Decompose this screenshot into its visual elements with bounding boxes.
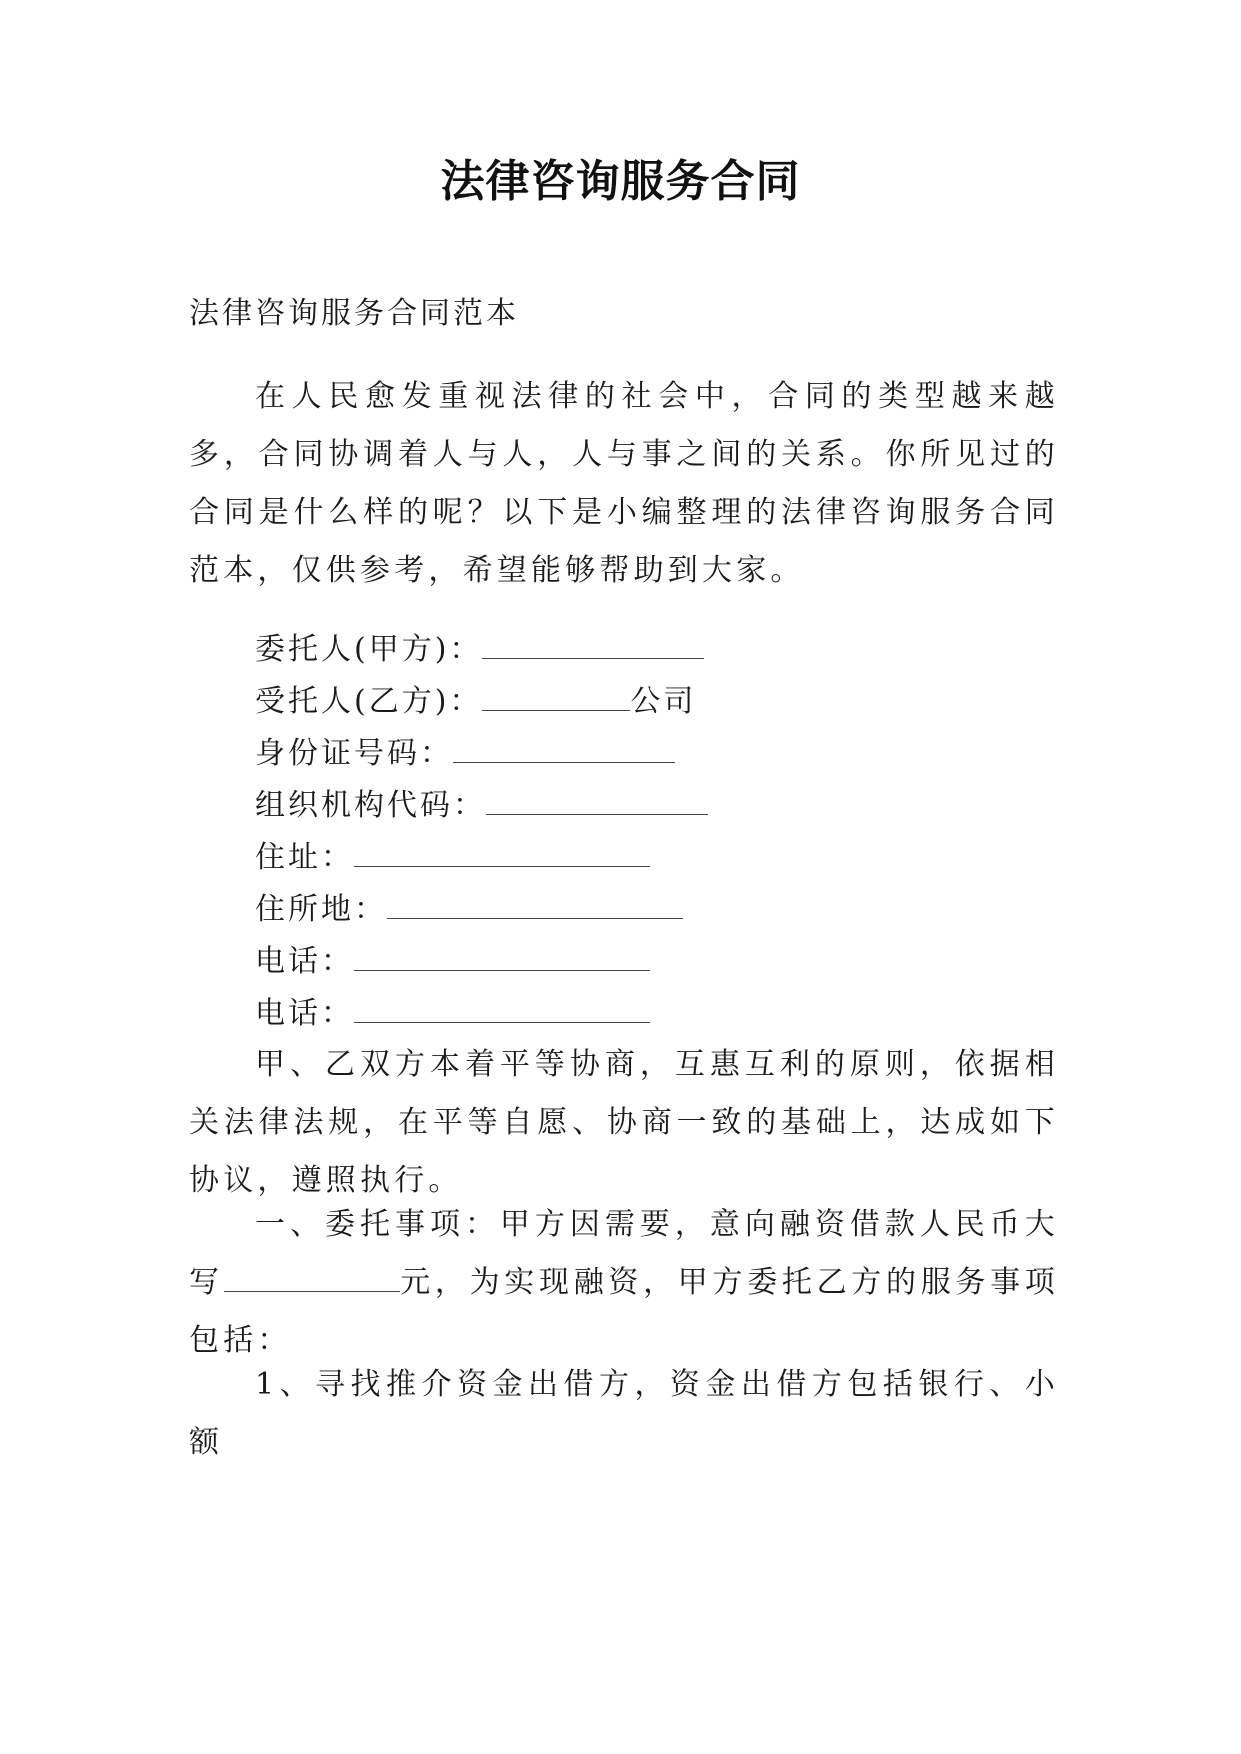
document-title: 法律咨询服务合同 <box>440 156 801 207</box>
field-label: 身份证号码： <box>255 736 453 771</box>
field-phone-1 <box>255 942 650 982</box>
blank-line <box>354 996 650 1023</box>
document-subtitle: 法律咨询服务合同范本 <box>189 296 519 331</box>
clause-1-text-b: 元，为实现融资，甲方委托乙方的服务事项包括： <box>189 1265 1059 1358</box>
blank-line <box>354 944 650 971</box>
agreement-paragraph: 甲、乙双方本着平等协商，互惠互利的原则，依据相关法律法规，在平等自愿、协商一致的基础上，达成如下协议，遵照执行。 <box>189 1047 1059 1198</box>
blank-line <box>482 632 704 659</box>
clause-1-text-a: 一、委托事项：甲方因需要，意向融资借款人民币大写 <box>189 1207 1059 1300</box>
field-domicile <box>255 890 683 930</box>
field-label: 电话： <box>255 944 354 979</box>
blank-line <box>354 840 650 867</box>
item-1-paragraph: 1、寻找推介资金出借方，资金出借方包括银行、小额 <box>189 1367 1059 1460</box>
blank-line <box>387 892 683 919</box>
field-org-code <box>255 786 708 826</box>
field-label: 电话： <box>255 996 354 1031</box>
blank-line <box>482 684 630 711</box>
field-label: 组织机构代码： <box>255 788 486 823</box>
intro-paragraph: 在人民愈发重视法律的社会中，合同的类型越来越多，合同协调着人与人，人与事之间的关系。你所见过的合同是什么样的呢？以下是小编整理的法律咨询服务合同范本，仅供参考，希望能够帮助到大家。 <box>189 379 1059 588</box>
field-label: 委托人(甲方)： <box>255 632 483 667</box>
amount-blank-line <box>224 1265 400 1292</box>
blank-line <box>453 736 675 763</box>
field-label: 住址： <box>255 840 354 875</box>
field-label: 受托人(乙方)： <box>255 684 483 719</box>
field-address <box>255 838 650 878</box>
field-client <box>255 630 704 670</box>
field-id-number <box>255 734 675 774</box>
clause-1-paragraph <box>189 1196 1059 1370</box>
field-trustee <box>255 682 696 722</box>
field-phone-2 <box>255 994 650 1034</box>
blank-line <box>486 788 708 815</box>
field-suffix: 公司 <box>630 684 697 719</box>
field-label: 住所地： <box>255 892 387 927</box>
